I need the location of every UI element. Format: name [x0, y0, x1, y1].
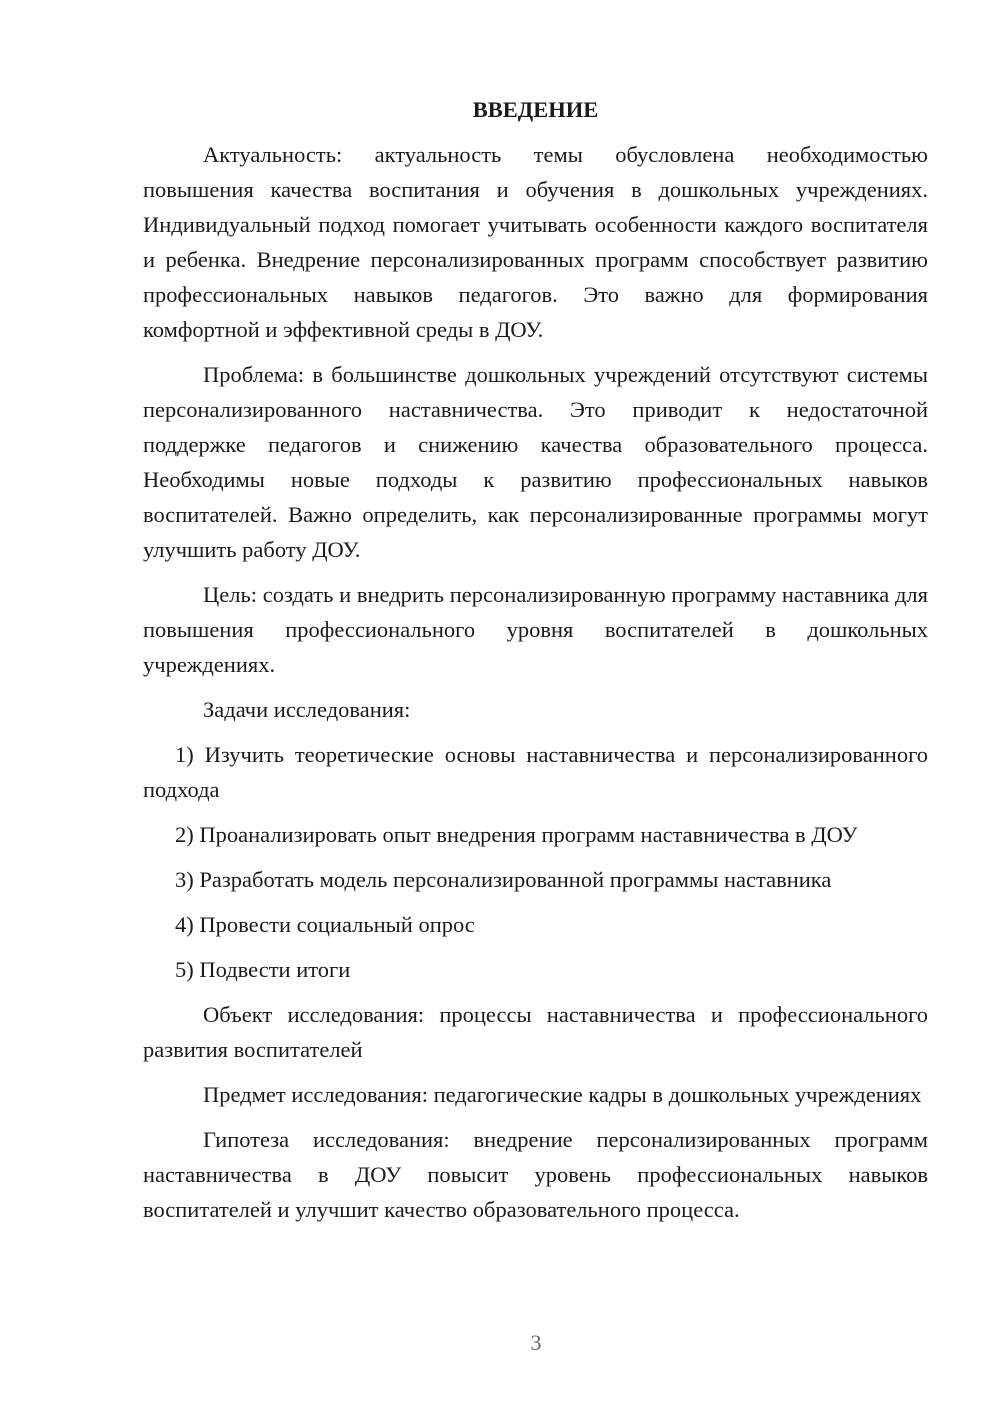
- paragraph-goal: Цель: создать и внедрить персонализированную программу наставника для повышения профессионального уровня воспитателей в дошкольных учреждениях.: [143, 582, 928, 677]
- section-heading: ВВЕДЕНИЕ: [472, 97, 599, 122]
- paragraph-relevance: Актуальность: актуальность темы обусловлена необходимостью повышения качества воспитания и обучения в дошкольных учреждениях. Индивидуальный подход помогает учитывать особенности каждого воспитателя и ребенка. Внедрение персонализированных программ способствует развитию профессиональных навыков педагогов. Это важно для формирования комфортной и эффективной среды в ДОУ.: [143, 142, 928, 342]
- task-item-3: 3) Разработать модель персонализированной программы наставника: [175, 867, 832, 892]
- page-number: 3: [530, 1330, 542, 1355]
- paragraph-subject: Предмет исследования: педагогические кадры в дошкольных учреждениях: [203, 1082, 922, 1107]
- task-item-2: 2) Проанализировать опыт внедрения программ наставничества в ДОУ: [175, 822, 858, 847]
- task-item-1: 1) Изучить теоретические основы наставничества и персонализированного подхода: [143, 742, 928, 802]
- paragraph-object: Объект исследования: процессы наставничества и профессионального развития воспитателей: [143, 1002, 928, 1062]
- paragraph-hypothesis: Гипотеза исследования: внедрение персонализированных программ наставничества в ДОУ повысит уровень профессиональных навыков воспитателей и улучшит качество образовательного процесса.: [143, 1127, 928, 1222]
- task-item-5: 5) Подвести итоги: [175, 957, 351, 982]
- document-page: [143, 92, 928, 1227]
- paragraph-problem: Проблема: в большинстве дошкольных учреждений отсутствуют системы персонализированного наставничества. Это приводит к недостаточной поддержке педагогов и снижению качества образовательного процесса. Необходимы новые подходы к развитию профессиональных навыков воспитателей. Важно определить, как персонализированные программы могут улучшить работу ДОУ.: [143, 362, 928, 562]
- tasks-title: Задачи исследования:: [203, 697, 411, 722]
- task-item-4: 4) Провести социальный опрос: [175, 912, 475, 937]
